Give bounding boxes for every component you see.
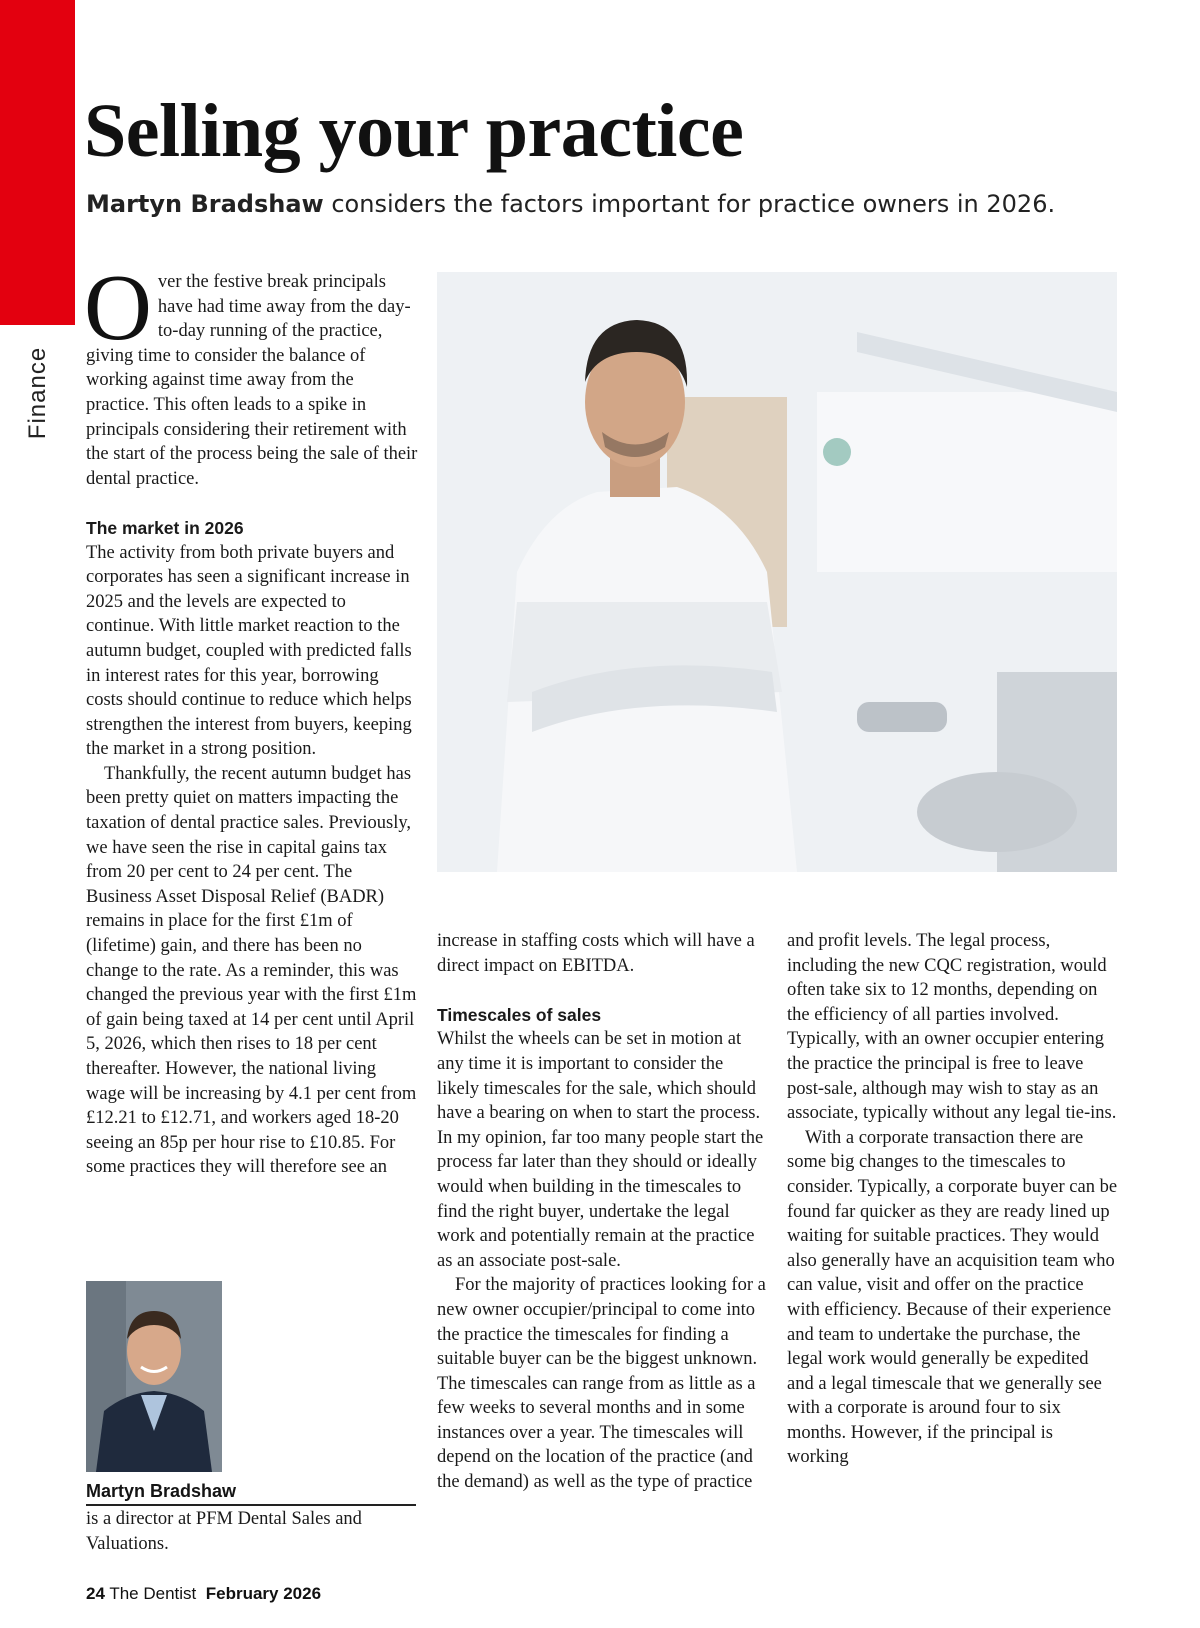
intro-text: ver the festive break principals have had time away from the day-to-day running of the practice, giving time to consider the balance of working against time away from the practice. This often leads to a spike in principals considering their retirement with the start of the process being the sale of their dental practice. <box>86 272 418 489</box>
market-paragraph-1: The activity from both private buyers and corporates has seen a significant increase in 2025 and the levels are expected to continue. With little market reaction to the autumn budget, coupled with predicted falls in interest rates for this year, borrowing costs should continue to reduce which helps strengthen the interest from buyers, keeping the market in a strong position. <box>86 542 412 760</box>
intro-paragraph <box>84 256 418 491</box>
author-bio: is a director at PFM Dental Sales and Valuations. <box>86 1509 362 1554</box>
col3-paragraph-1: and profit levels. The legal process, including the new CQC registration, would often take six to 12 months, depending on the efficiency of all parties involved. Typically, with an owner occupier entering the practice the principal is free to leave post-sale, although may wish to stay as an associate, typically without any legal tie-ins. <box>787 931 1117 1124</box>
article-column-2 <box>437 929 767 1495</box>
market-paragraph-2: Thankfully, the recent autumn budget has been pretty quiet on matters impacting the taxation of dental practice sales. Previously, we have seen the rise in capital gains tax from 20 per cent to 24 per cent. The Business Asset Disposal Relief (BADR) remains in place for the first £1m of (lifetime) gain, and there has been no change to the rate. As a reminder, this was changed the previous year with the first £1m of gain being taxed at 14 per cent until April 5, 2026, which then rises to 18 per cent thereafter. However, the national living wage will be increasing by 4.1 per cent from £12.21 to £12.71, and workers aged 18-20 seeing an 85p per hour rise to £10.85. For some practices they will therefore see an <box>86 763 417 1178</box>
author-name: Martyn Bradshaw <box>86 1480 416 1506</box>
col3-paragraph-2: With a corporate transaction there are some big changes to the timescales to consider. Typically, a corporate buyer can be found far quicker as they are ready lined up waiting for suitable practices. They would also generally have an acquisition team who can value, visit and offer on the practice with efficiency. Because of their experience and team to undertake the purchase, the legal work would generally be expedited and a legal timescale that we generally see with a corporate is around four to six months. However, if the principal is working <box>787 1127 1118 1468</box>
author-portrait <box>86 1281 222 1472</box>
author-photo <box>86 1281 222 1472</box>
col2-paragraph-1: increase in staffing costs which will have a direct impact on EBITDA. <box>437 931 755 976</box>
article-column-1 <box>84 256 418 1180</box>
dentist-photo-illustration <box>437 272 1117 872</box>
section-label: Finance <box>24 346 51 440</box>
drop-cap: O <box>84 256 152 360</box>
standfirst-text: considers the factors important for practice owners in 2026. <box>331 190 1056 218</box>
dentist-photo <box>437 272 1117 872</box>
timescales-paragraph-2: For the majority of practices looking for a new owner occupier/principal to come into the practice the timescales for finding a suitable buyer can be the biggest unknown. The timescales can range from as little as a few weeks to several months and in some instances over a year. The timescales will depend on the location of the practice (and the demand) as well as the type of practice <box>437 1275 766 1493</box>
article-column-3 <box>787 929 1119 1470</box>
heading-market: The market in 2026 <box>86 517 244 538</box>
page-footer <box>86 1583 321 1605</box>
standfirst <box>86 187 1055 221</box>
timescales-paragraph-1: Whilst the wheels can be set in motion at any time it is important to consider the likely timescales for the sale, which should have a bearing on when to start the process. In my opinion, far too many people start the process far later than they should or ideally would when building in the timescales to find the right buyer, undertake the legal work and potentially remain at the practice as an associate post-sale. <box>437 1029 764 1271</box>
page-number: 24 <box>86 1584 105 1603</box>
issue-date: February 2026 <box>205 1584 322 1603</box>
standfirst-author: Martyn Bradshaw <box>86 190 324 218</box>
headline: Selling your practice <box>84 89 744 173</box>
heading-timescales: Timescales of sales <box>437 1004 602 1025</box>
publication-name: The Dentist <box>109 1584 197 1603</box>
section-color-tab <box>0 0 75 325</box>
